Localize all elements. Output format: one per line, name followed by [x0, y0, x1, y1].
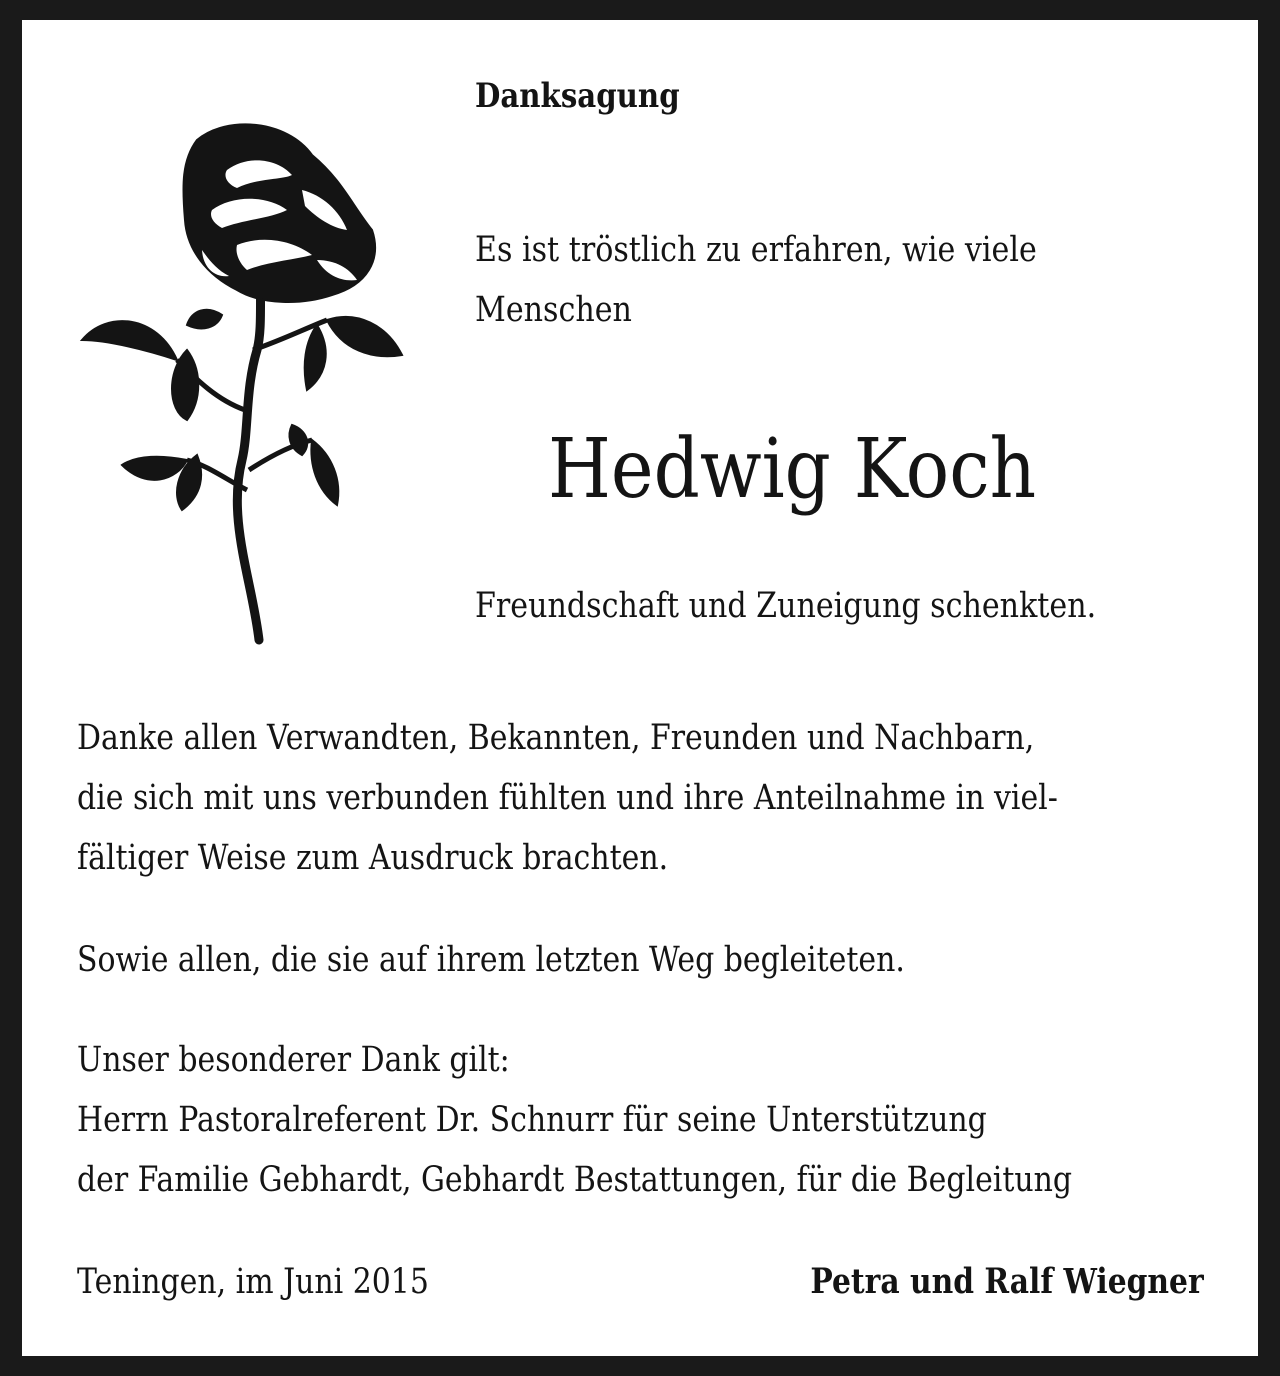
intro-line: Menschen: [475, 290, 632, 330]
paragraph-line: Unser besonderer Dank gilt:: [77, 1040, 510, 1080]
intro-end-text: Freundschaft und Zuneigung schenkten.: [475, 586, 1097, 626]
paragraph-line: der Familie Gebhardt, Gebhardt Bestattungen, für die Begleitung: [77, 1160, 1073, 1200]
thanks-paragraph: [77, 708, 1058, 888]
funeral-thanks-paragraph: Sowie allen, die sie auf ihrem letzten Weg begleiteten.: [77, 940, 905, 980]
signature: Petra und Ralf Wiegner: [810, 1261, 1204, 1302]
special-thanks-paragraph: [77, 1030, 1072, 1210]
intro-line: Es ist tröstlich zu erfahren, wie viele: [475, 230, 1037, 270]
paragraph-line: Danke allen Verwandten, Bekannten, Freunden und Nachbarn,: [77, 718, 1035, 758]
paragraph-line: die sich mit uns verbunden fühlten und ihre Anteilnahme in viel-: [77, 778, 1058, 818]
notice-heading: Danksagung: [475, 76, 680, 116]
rose-icon: [77, 110, 417, 650]
place-date: Teningen, im Juni 2015: [77, 1262, 429, 1302]
intro-text: [475, 220, 1037, 340]
paragraph-line: Herrn Pastoralreferent Dr. Schnurr für seine Unterstützung: [77, 1100, 987, 1140]
paragraph-line: fältiger Weise zum Ausdruck brachten.: [77, 838, 669, 878]
obituary-notice: [22, 20, 1258, 1356]
deceased-name: Hedwig Koch: [548, 422, 1037, 517]
